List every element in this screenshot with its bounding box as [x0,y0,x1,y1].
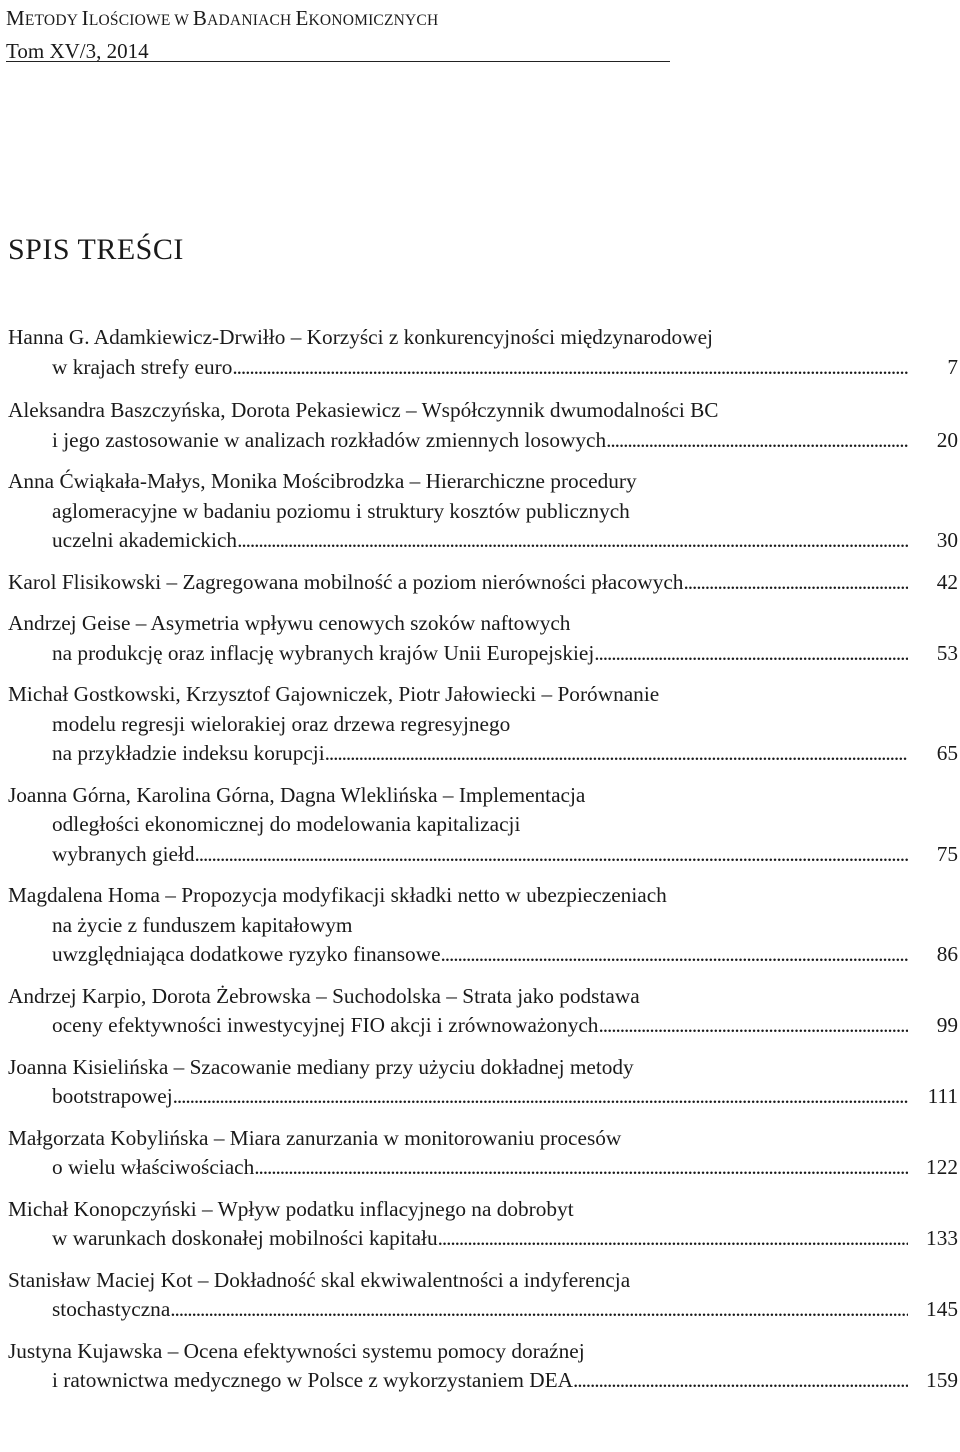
toc-entry[interactable] [8,1124,960,1183]
toc-entry-text: bootstrapowej [52,1084,173,1108]
journal-header [6,4,670,65]
toc-entry-text: aglomeracyjne w badaniu poziomu i struktury kosztów publicznych [52,498,630,523]
header-rule [6,61,670,62]
toc-entry[interactable] [8,982,960,1041]
page-number: 7 [947,354,958,379]
toc-entry-line [8,1053,960,1083]
toc-entry-text: Andrzej Karpio, Dorota Żebrowska – Suchodolska – Strata jako podstawa [8,983,640,1008]
dot-leader [325,739,908,769]
page-number: 99 [936,1013,958,1037]
dot-leader [594,639,908,669]
toc-entry-text: Małgorzata Kobylińska – Miara zanurzania w monitorowaniu procesów [8,1125,622,1150]
toc-entry-line [8,426,960,456]
dot-leader [237,526,908,556]
volume-info: Tom XV/3, 2014 [6,39,149,63]
toc-entry[interactable] [8,323,960,382]
toc-entry-text: Michał Gostkowski, Krzysztof Gajowniczek, Piotr Jałowiecki – Porównanie [8,682,660,706]
page-number: 133 [926,1226,958,1250]
toc-entry-text: wybranych giełd [52,841,195,866]
toc-entry-line [8,1266,960,1296]
toc-entry[interactable] [8,568,960,598]
toc-entry-line [8,1153,960,1183]
dot-leader [573,1366,908,1396]
toc-entry-text: o wielu właściwościach [52,1155,255,1179]
toc-entry-text: Andrzej Geise – Asymetria wpływu cenowych szoków naftowych [8,611,571,635]
toc-entry-text: Anna Ćwiąkała-Małys, Monika Mościbrodzka – Hierarchiczne procedury [8,469,637,493]
page-number: 86 [936,942,958,966]
toc-entry-text: odległości ekonomicznej do modelowania kapitalizacji [52,812,521,836]
journal-title-part: LOŚCIOWE W [88,12,193,29]
toc-entry-text: oceny efektywności inwestycyjnej FIO akcji i zrównoważonych [52,1013,599,1037]
toc-entry-line [8,739,960,769]
toc-entry[interactable] [8,467,960,556]
journal-title-initial: I [81,6,89,30]
page-number: 30 [936,528,958,552]
toc-entry-line [8,1124,960,1154]
dot-leader [232,353,908,383]
toc-entry-line [8,881,960,911]
page-number: 20 [936,427,958,452]
toc-entry-line [8,609,960,639]
journal-title-initial: M [6,6,25,30]
toc-entry-line [8,396,960,426]
toc-entry[interactable] [8,1337,960,1396]
toc-entry-text: w krajach strefy euro [52,354,233,379]
journal-title-initial: B [192,6,208,30]
journal-title-initial: E [295,6,309,30]
page-number: 159 [926,1368,958,1392]
toc-entry-line [8,840,960,870]
toc-entry-line [8,1082,960,1112]
toc-entry-text: stochastyczna [52,1297,171,1321]
page-number: 111 [927,1084,958,1108]
toc-entry-line [8,353,960,383]
toc-entry-line [8,982,960,1012]
dot-leader [441,940,908,970]
toc-entry-line [8,680,960,710]
toc-entry-text: Joanna Kisielińska – Szacowanie mediany przy użyciu dokładnej metody [8,1054,634,1079]
toc-entry-text: na przykładzie indeksu korupcji [52,741,325,765]
toc-entry-line [8,1224,960,1254]
table-of-contents [8,323,960,1396]
toc-entry-text: Hanna G. Adamkiewicz-Drwiłło – Korzyści z konkurencyjności międzynarodowej [8,325,713,349]
toc-entry-line [8,781,960,811]
page-number: 42 [936,569,958,594]
journal-title-part: ETODY [24,12,82,29]
toc-entry-line [8,710,960,740]
toc-entry-line [8,1366,960,1396]
toc-entry-text: modelu regresji wielorakiej oraz drzewa regresyjnego [52,711,511,736]
dot-leader [254,1153,908,1183]
toc-entry-text: w warunkach doskonałej mobilności kapitału [52,1226,438,1250]
dot-leader [598,1011,908,1041]
toc-entry-text: Karol Flisikowski – Zagregowana mobilność a poziom nierówności płacowych [8,569,684,594]
journal-title [6,4,670,35]
toc-entry-line [8,639,960,669]
toc-entry-line [8,467,960,497]
toc-entry-text: Michał Konopczyński – Wpływ podatku inflacyjnego na dobrobyt [8,1196,574,1221]
toc-entry-text: Joanna Górna, Karolina Górna, Dagna Wleklińska – Implementacja [8,782,586,807]
toc-entry-text: uczelni akademickich [52,528,238,552]
toc-entry-line [8,1195,960,1225]
dot-leader [173,1082,908,1112]
toc-entry[interactable] [8,1195,960,1254]
dot-leader [606,426,908,456]
toc-entry[interactable] [8,1053,960,1112]
toc-entry-line [8,1295,960,1325]
toc-entry-text: na produkcję oraz inflację wybranych krajów Unii Europejskiej [52,640,595,665]
toc-entry-line [8,1337,960,1367]
dot-leader [683,568,908,598]
toc-entry-line [8,911,960,941]
toc-entry[interactable] [8,881,960,970]
toc-entry-text: i jego zastosowanie w analizach rozkładów zmiennych losowych [52,427,607,452]
toc-entry-text: Magdalena Homa – Propozycja modyfikacji składki netto w ubezpieczeniach [8,883,667,907]
toc-entry-line [8,940,960,970]
toc-title: SPIS TREŚCI [8,233,184,267]
dot-leader [195,840,908,870]
dot-leader [170,1295,908,1325]
toc-entry[interactable] [8,781,960,870]
toc-entry[interactable] [8,1266,960,1325]
toc-entry-text: uwzględniająca dodatkowe ryzyko finansowe [52,942,441,966]
toc-entry-line [8,323,960,353]
toc-entry[interactable] [8,609,960,668]
page-number: 75 [936,841,958,866]
toc-entry[interactable] [8,396,960,455]
journal-title-part: KONOMICZNYCH [308,12,439,29]
dot-leader [438,1224,908,1254]
toc-entry-line [8,810,960,840]
toc-entry-text: Aleksandra Baszczyńska, Dorota Pekasiewicz – Współczynnik dwumodalności BC [8,398,719,422]
toc-entry-text: Stanisław Maciej Kot – Dokładność skal ekwiwalentności a indyferencja [8,1267,631,1292]
page-number: 53 [936,640,958,665]
page-number: 65 [936,741,958,765]
toc-entry-text: Justyna Kujawska – Ocena efektywności systemu pomocy doraźnej [8,1338,585,1363]
toc-entry-line [8,568,960,598]
toc-entry-line [8,526,960,556]
page-number: 145 [926,1297,958,1321]
journal-title-part: ADANIACH [207,12,296,29]
toc-entry-line [8,1011,960,1041]
toc-entry-text: na życie z funduszem kapitałowym [52,912,353,937]
page-number: 122 [926,1155,958,1179]
toc-entry[interactable] [8,680,960,769]
toc-entry-line [8,497,960,527]
toc-entry-text: i ratownictwa medycznego w Polsce z wykorzystaniem DEA [52,1368,574,1392]
